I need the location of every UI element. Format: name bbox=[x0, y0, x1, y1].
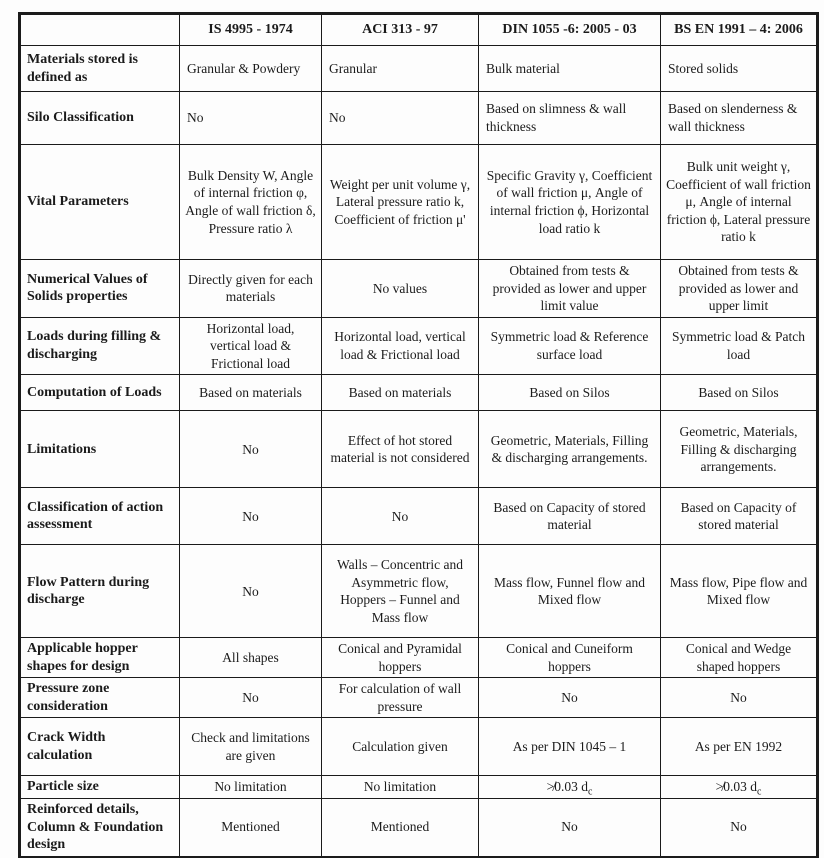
table-cell: Weight per unit volume γ, Lateral pressure ratio k, Coefficient of friction μ' bbox=[322, 145, 479, 260]
table-cell: All shapes bbox=[180, 638, 322, 678]
table-cell: Bulk material bbox=[479, 46, 661, 92]
table-row bbox=[20, 317, 818, 375]
table-cell: Directly given for each materials bbox=[180, 260, 322, 318]
row-label: Reinforced details, Column & Foundation design bbox=[20, 799, 180, 858]
row-label: Numerical Values of Solids properties bbox=[20, 260, 180, 318]
table-cell: Effect of hot stored material is not considered bbox=[322, 411, 479, 488]
corner-cell bbox=[20, 14, 180, 46]
column-header: ACI 313 - 97 bbox=[322, 14, 479, 46]
table-cell: As per EN 1992 bbox=[661, 718, 818, 776]
table-cell: No bbox=[661, 678, 818, 718]
table-cell: As per DIN 1045 – 1 bbox=[479, 718, 661, 776]
row-label: Loads during filling & discharging bbox=[20, 317, 180, 375]
row-label: Particle size bbox=[20, 776, 180, 799]
table-cell: Based on Silos bbox=[661, 375, 818, 411]
table-cell: Obtained from tests & provided as lower and upper limit value bbox=[479, 260, 661, 318]
table-cell: Based on slimness & wall thickness bbox=[479, 92, 661, 145]
table-cell: Obtained from tests & provided as lower and upper limit bbox=[661, 260, 818, 318]
table-row bbox=[20, 678, 818, 718]
table-cell: Based on materials bbox=[180, 375, 322, 411]
table-cell: Granular & Powdery bbox=[180, 46, 322, 92]
table-cell: No bbox=[180, 92, 322, 145]
column-header: DIN 1055 -6: 2005 - 03 bbox=[479, 14, 661, 46]
table-cell: Stored solids bbox=[661, 46, 818, 92]
table-cell: Conical and Cuneiform hoppers bbox=[479, 638, 661, 678]
table-cell: No bbox=[180, 411, 322, 488]
table-body bbox=[20, 46, 818, 858]
table-cell: Mentioned bbox=[322, 799, 479, 858]
table-cell: Calculation given bbox=[322, 718, 479, 776]
table-cell: Based on slenderness & wall thickness bbox=[661, 92, 818, 145]
row-label: Computation of Loads bbox=[20, 375, 180, 411]
table-cell: No limitation bbox=[322, 776, 479, 799]
table-cell: Specific Gravity γ, Coefficient of wall friction μ, Angle of internal friction ϕ, Horizontal load ratio k bbox=[479, 145, 661, 260]
table-cell: No bbox=[479, 799, 661, 858]
row-label: Pressure zone consideration bbox=[20, 678, 180, 718]
row-label: Flow Pattern during discharge bbox=[20, 545, 180, 638]
table-cell: Geometric, Materials, Filling & discharging arrangements. bbox=[479, 411, 661, 488]
table-cell: Based on Capacity of stored material bbox=[661, 488, 818, 545]
table-cell: No bbox=[322, 92, 479, 145]
row-label: Limitations bbox=[20, 411, 180, 488]
table-cell: No bbox=[180, 545, 322, 638]
table-cell: No bbox=[180, 678, 322, 718]
table-row bbox=[20, 375, 818, 411]
row-label: Vital Parameters bbox=[20, 145, 180, 260]
table-cell: No limitation bbox=[180, 776, 322, 799]
table-row bbox=[20, 46, 818, 92]
table-cell: Based on Silos bbox=[479, 375, 661, 411]
table-cell: Mass flow, Funnel flow and Mixed flow bbox=[479, 545, 661, 638]
row-label: Classification of action assessment bbox=[20, 488, 180, 545]
table-cell: No bbox=[479, 678, 661, 718]
table-row bbox=[20, 260, 818, 318]
table-cell: No bbox=[322, 488, 479, 545]
table-row bbox=[20, 718, 818, 776]
table-row bbox=[20, 799, 818, 858]
table-cell: Horizontal load, vertical load & Frictional load bbox=[322, 317, 479, 375]
table-row bbox=[20, 776, 818, 799]
column-header: BS EN 1991 – 4: 2006 bbox=[661, 14, 818, 46]
table-cell: Symmetric load & Reference surface load bbox=[479, 317, 661, 375]
row-label: Silo Classification bbox=[20, 92, 180, 145]
table-cell: No bbox=[661, 799, 818, 858]
silo-codes-comparison-table bbox=[18, 12, 819, 858]
row-label: Crack Width calculation bbox=[20, 718, 180, 776]
table-row bbox=[20, 638, 818, 678]
table-cell: Mass flow, Pipe flow and Mixed flow bbox=[661, 545, 818, 638]
table-cell: Symmetric load & Patch load bbox=[661, 317, 818, 375]
table-cell: Check and limitations are given bbox=[180, 718, 322, 776]
table-cell: Granular bbox=[322, 46, 479, 92]
table-cell: Mentioned bbox=[180, 799, 322, 858]
table-cell: Horizontal load, vertical load & Frictional load bbox=[180, 317, 322, 375]
table-cell: No bbox=[180, 488, 322, 545]
table-cell: No values bbox=[322, 260, 479, 318]
column-header: IS 4995 - 1974 bbox=[180, 14, 322, 46]
table-row bbox=[20, 411, 818, 488]
table-cell: Conical and Wedge shaped hoppers bbox=[661, 638, 818, 678]
header-row bbox=[20, 14, 818, 46]
table-cell: Based on Capacity of stored material bbox=[479, 488, 661, 545]
table-row bbox=[20, 545, 818, 638]
table-cell: For calculation of wall pressure bbox=[322, 678, 479, 718]
table-row bbox=[20, 145, 818, 260]
table-cell: Walls – Concentric and Asymmetric flow, Hoppers – Funnel and Mass flow bbox=[322, 545, 479, 638]
table-cell: Based on materials bbox=[322, 375, 479, 411]
row-label: Applicable hopper shapes for design bbox=[20, 638, 180, 678]
table-header bbox=[20, 14, 818, 46]
table-cell: Conical and Pyramidal hoppers bbox=[322, 638, 479, 678]
table-cell: ≯0.03 $d_c$ bbox=[479, 776, 661, 799]
table-cell: ≯0.03 $d_c$ bbox=[661, 776, 818, 799]
table-cell: Bulk unit weight γ, Coefficient of wall friction μ, Angle of internal friction ϕ, Lateral pressure ratio k bbox=[661, 145, 818, 260]
row-label: Materials stored is defined as bbox=[20, 46, 180, 92]
table-cell: Bulk Density W, Angle of internal friction φ, Angle of wall friction δ, Pressure ratio λ bbox=[180, 145, 322, 260]
table-cell: Geometric, Materials, Filling & discharging arrangements. bbox=[661, 411, 818, 488]
table-row bbox=[20, 92, 818, 145]
table-row bbox=[20, 488, 818, 545]
